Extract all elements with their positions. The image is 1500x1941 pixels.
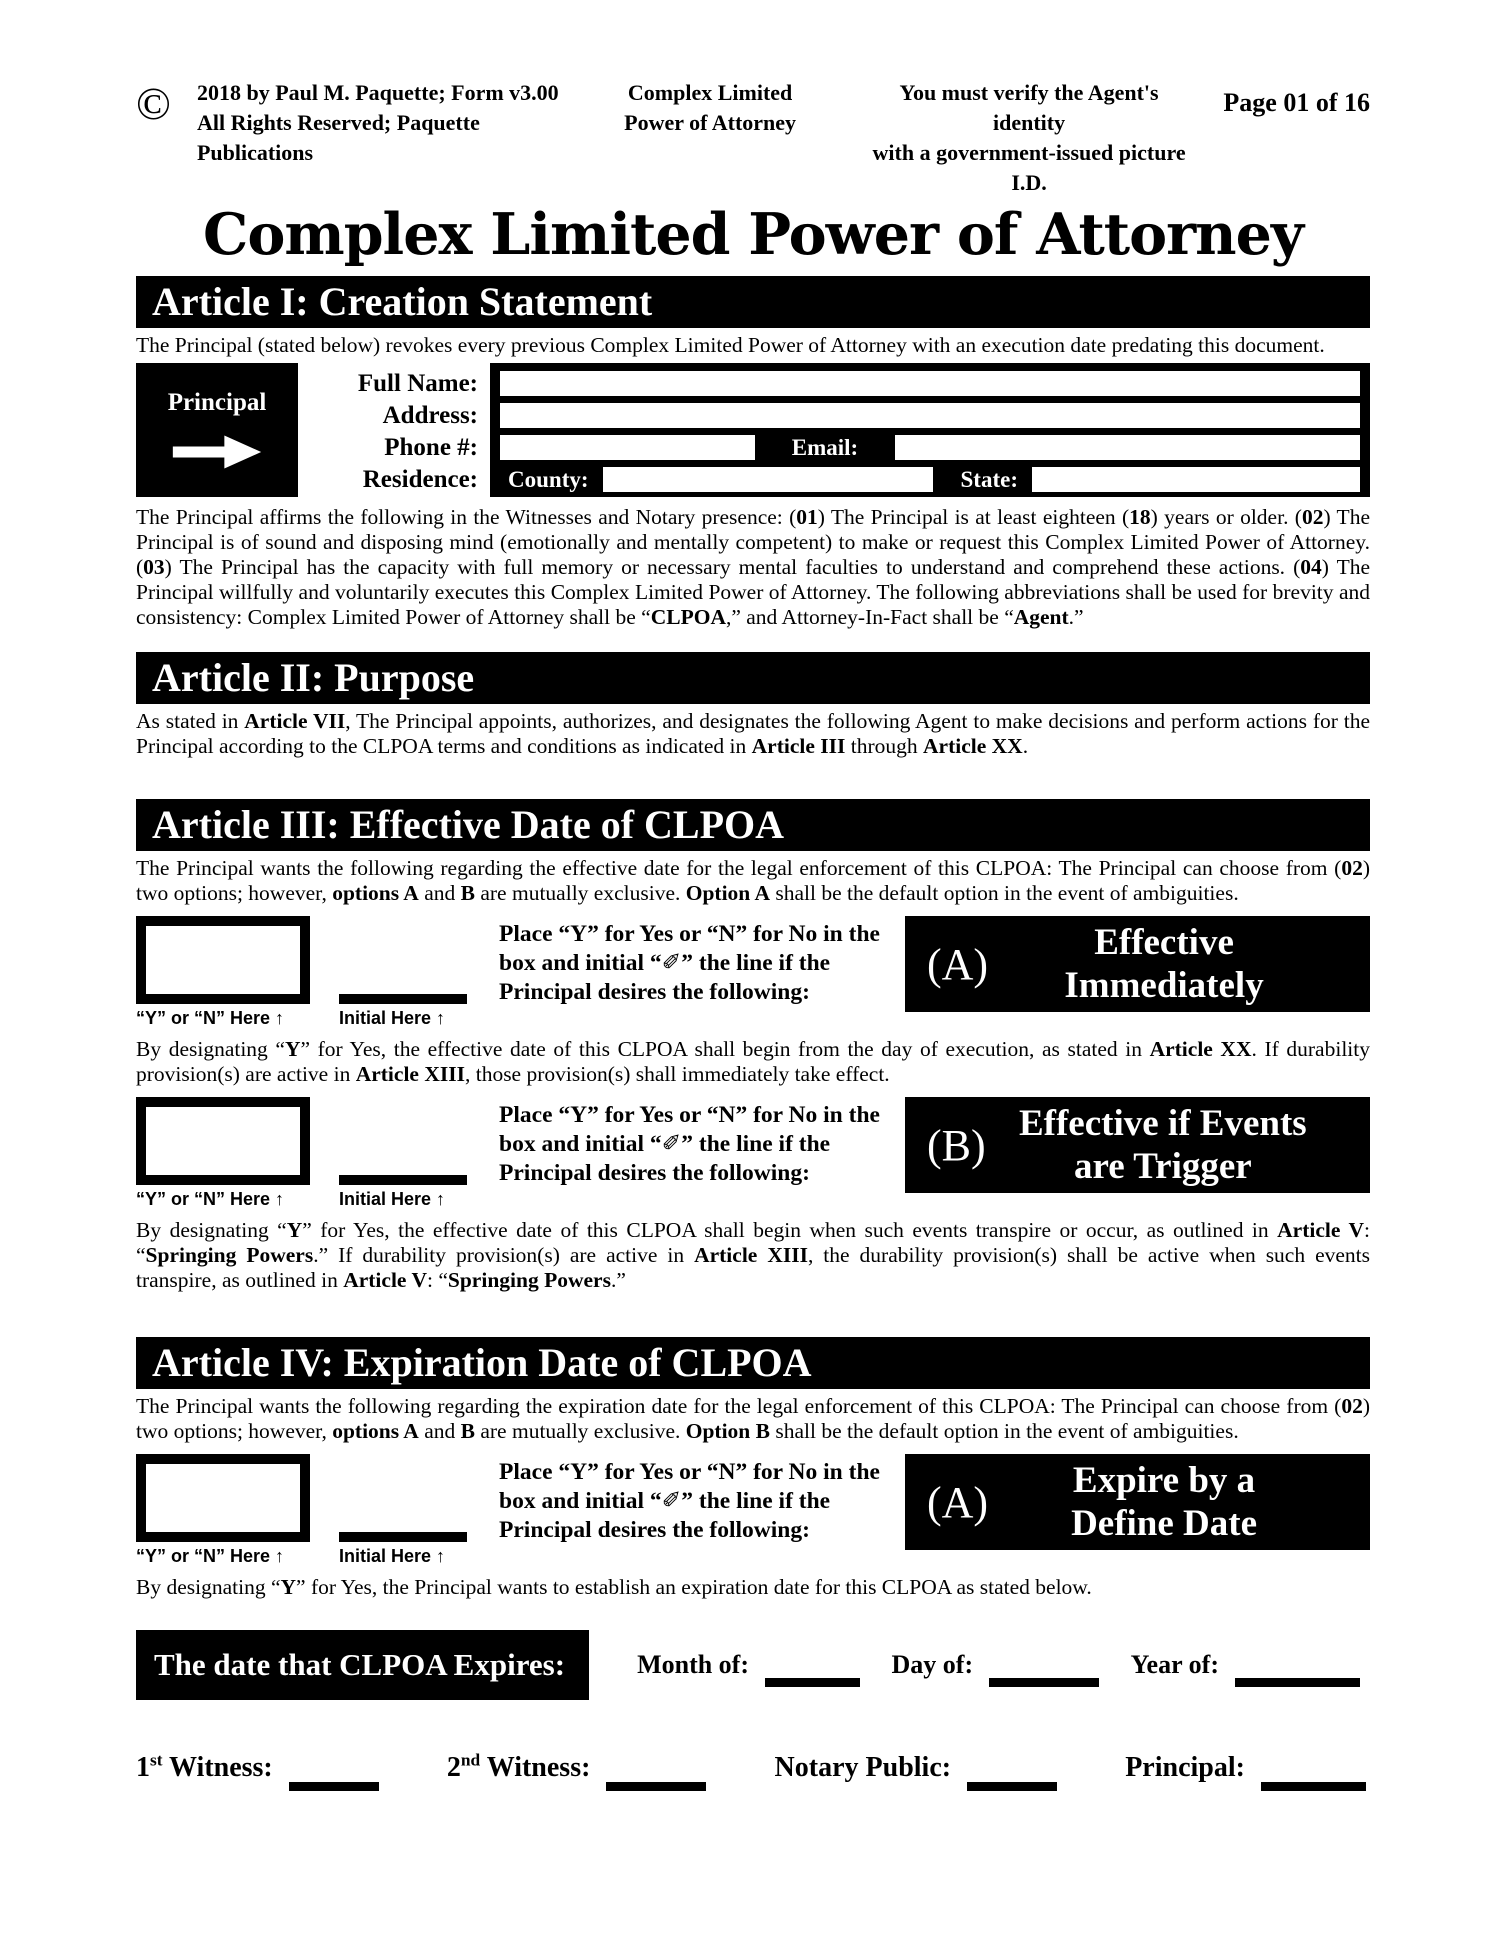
article3-optionB-badge	[905, 1097, 1370, 1193]
form-name-line-2: Power of Attorney	[624, 110, 797, 135]
initial-column	[339, 916, 499, 1029]
yn-column	[136, 916, 339, 1029]
principal-tag	[136, 363, 298, 497]
witness2-label: 2nd Witness:	[446, 1750, 591, 1783]
date-fields	[589, 1650, 1370, 1680]
email-field[interactable]	[895, 435, 1360, 460]
signature-footer	[136, 1752, 1370, 1784]
initial-column	[339, 1454, 499, 1567]
initial-caption: Initial Here ↑	[339, 1546, 446, 1566]
full-name-row	[500, 371, 1360, 396]
yn-column	[136, 1454, 339, 1567]
initial-caption: Initial Here ↑	[339, 1008, 446, 1028]
notary-signature-line[interactable]	[967, 1782, 1057, 1791]
yn-caption: “Y” or “N” Here ↑	[136, 1189, 285, 1209]
notice-line-2: with a government-issued picture I.D.	[872, 140, 1186, 195]
day-input-line[interactable]	[989, 1678, 1099, 1687]
witness1-label: 1st Witness:	[136, 1750, 273, 1783]
principal-signature-label: Principal:	[1125, 1752, 1245, 1783]
option-title-line-2: are Trigger	[1073, 1146, 1252, 1187]
witness2-signature-line[interactable]	[606, 1782, 706, 1791]
month-input-line[interactable]	[765, 1678, 860, 1687]
copyright-line-1: 2018 by Paul M. Paquette; Form v3.00	[196, 80, 559, 105]
county-field[interactable]	[603, 467, 933, 492]
article3-heading: Article III: Effective Date of CLPOA	[136, 799, 1370, 851]
principal-field-labels	[298, 363, 490, 497]
full-name-label: Full Name:	[357, 370, 478, 397]
article3-optionA-description: By designating “Y” for Yes, the effective date of this CLPOA shall begin from the day of execution, as stated in Article XX. If durability provision(s) are active in Article XIII, those provision(s) shall immediately take effect.	[136, 1037, 1370, 1086]
witness1-signature-line[interactable]	[289, 1782, 379, 1791]
copyright-icon: ©	[136, 78, 171, 129]
article4-optionA-badge	[905, 1454, 1370, 1550]
phone-label: Phone #:	[384, 434, 478, 461]
witness2-group	[447, 1752, 707, 1784]
article4-optionA-row	[136, 1454, 1370, 1567]
principal-signature-line[interactable]	[1261, 1782, 1366, 1791]
article3-optionB-initial-line[interactable]	[339, 1175, 467, 1185]
option-title	[988, 1459, 1370, 1545]
initial-caption: Initial Here ↑	[339, 1189, 446, 1209]
copyright-line-2: All Rights Reserved; Paquette Publications	[196, 110, 480, 165]
principal-info-form	[136, 363, 1370, 497]
article4-intro-text: The Principal wants the following regarding the expiration date for the legal enforcement of this CLPOA: The Principal can choose from (02) two options; however, options A and B are mutually exclusive. Option B shall be the default option in the event of ambiguities.	[136, 1394, 1370, 1443]
principal-group	[1125, 1752, 1366, 1784]
article4-heading: Article IV: Expiration Date of CLPOA	[136, 1337, 1370, 1389]
option-title-line-1: Effective	[1094, 922, 1234, 963]
form-name	[606, 78, 815, 138]
page-header	[136, 78, 1370, 198]
notary-label: Notary Public:	[774, 1752, 952, 1783]
address-field[interactable]	[500, 403, 1360, 428]
article2-heading: Article II: Purpose	[136, 652, 1370, 704]
article1-heading: Article I: Creation Statement	[136, 276, 1370, 328]
expiration-date-row	[136, 1630, 1370, 1700]
principal-tag-label: Principal	[167, 389, 267, 416]
right-arrow-icon	[171, 433, 263, 471]
option-letter: (B)	[927, 1120, 986, 1170]
initial-column	[339, 1097, 499, 1210]
article4-optionA-yn-box[interactable]	[136, 1454, 310, 1542]
article3-optionA-initial-line[interactable]	[339, 994, 467, 1004]
month-label: Month of:	[637, 1650, 749, 1679]
state-label: State:	[960, 466, 1018, 492]
spacer	[339, 916, 499, 994]
address-row	[500, 403, 1360, 428]
article4-optionA-description: By designating “Y” for Yes, the Principal wants to establish an expiration date for this CLPOA as stated below.	[136, 1575, 1092, 1599]
option-letter: (A)	[927, 1477, 989, 1527]
address-label: Address:	[382, 402, 478, 429]
phone-email-row	[500, 435, 1360, 460]
day-label: Day of:	[891, 1650, 974, 1679]
option-letter: (A)	[927, 939, 989, 989]
expire-date-label: The date that CLPOA Expires:	[136, 1630, 589, 1700]
option-title-line-1: Effective if Events	[1018, 1103, 1307, 1144]
residence-row	[500, 467, 1360, 492]
option-title	[988, 921, 1370, 1007]
full-name-field[interactable]	[500, 371, 1360, 396]
article3-optionB-row	[136, 1097, 1370, 1210]
year-field-group	[1131, 1650, 1360, 1680]
option-title-line-1: Expire by a	[1072, 1460, 1256, 1501]
option-title-line-2: Define Date	[1071, 1503, 1258, 1544]
residence-label: Residence:	[362, 466, 478, 493]
article2-body-text: As stated in Article VII, The Principal appoints, authorizes, and designates the following Agent to make decisions and perform actions for the Principal according to the CLPOA terms and conditions as indicated in Article III through Article XX.	[136, 709, 1370, 758]
notary-group	[775, 1752, 1058, 1784]
article3-optionA-row	[136, 916, 1370, 1029]
witness1-group	[136, 1752, 379, 1784]
form-name-line-1: Complex Limited	[627, 80, 793, 105]
article4-optionA-initial-line[interactable]	[339, 1532, 467, 1542]
day-field-group	[892, 1650, 1100, 1680]
spacer	[339, 1454, 499, 1532]
yn-column	[136, 1097, 339, 1210]
article3-optionA-badge	[905, 916, 1370, 1012]
option-instruction-text: Place “Y” for Yes or “N” for No in the box and initial “✐” the line if the Principal desires the following:	[499, 921, 880, 1005]
article3-intro-text: The Principal wants the following regarding the effective date for the legal enforcement of this CLPOA: The Principal can choose from (02) two options; however, options A and B are mutually exclusive. Option A shall be the default option in the event of ambiguities.	[136, 856, 1370, 905]
yn-caption: “Y” or “N” Here ↑	[136, 1008, 285, 1028]
spacer	[339, 1097, 499, 1175]
option-title	[986, 1102, 1370, 1188]
option-title-line-2: Immediately	[1064, 965, 1264, 1006]
article1-affirmation-text: The Principal affirms the following in the Witnesses and Notary presence: (01) The Principal is at least eighteen (18) years or older. (02) The Principal is of sound and disposing mind (emotionally and mentally competent) to make or request this Complex Limited Power of Attorney. (03) The Principal has the capacity with full memory or necessary mental faculties to understand and comprehend these actions. (04) The Principal willfully and voluntarily executes this Complex Limited Power of Attorney. The following abbreviations shall be used for brevity and consistency: Complex Limited Power of Attorney shall be “CLPOA,” and Attorney-In-Fact shall be “Agent.”	[136, 505, 1371, 629]
article3-optionA-yn-box[interactable]	[136, 916, 310, 1004]
page-number: Page 01 of 16	[1223, 88, 1371, 117]
principal-form-box	[490, 363, 1370, 497]
phone-field[interactable]	[500, 435, 755, 460]
state-field[interactable]	[1032, 467, 1360, 492]
county-label: County:	[508, 466, 589, 492]
option-instruction-text: Place “Y” for Yes or “N” for No in the box and initial “✐” the line if the Principal desires the following:	[499, 1459, 880, 1543]
notice-line-1: You must verify the Agent's identity	[899, 80, 1159, 135]
document-title: Complex Limited Power of Attorney	[203, 201, 1303, 268]
copyright-text	[197, 78, 566, 168]
year-label: Year of:	[1130, 1650, 1219, 1679]
email-label: Email:	[791, 434, 859, 460]
article1-intro-text: The Principal (stated below) revokes every previous Complex Limited Power of Attorney with an execution date predating this document.	[136, 333, 1325, 357]
month-field-group	[637, 1650, 860, 1680]
yn-caption: “Y” or “N” Here ↑	[136, 1546, 285, 1566]
article3-optionB-description: By designating “Y” for Yes, the effective date of this CLPOA shall begin when such events transpire or occur, as outlined in Article V: “Springing Powers.” If durability provision(s) are active in Article XIII, the durability provision(s) shall be active when such events transpire, as outlined in Article V: “Springing Powers.”	[136, 1218, 1371, 1292]
year-input-line[interactable]	[1235, 1678, 1360, 1687]
article3-optionB-yn-box[interactable]	[136, 1097, 310, 1185]
identity-notice	[865, 78, 1194, 198]
option-instruction-text: Place “Y” for Yes or “N” for No in the box and initial “✐” the line if the Principal desires the following:	[499, 1102, 880, 1186]
